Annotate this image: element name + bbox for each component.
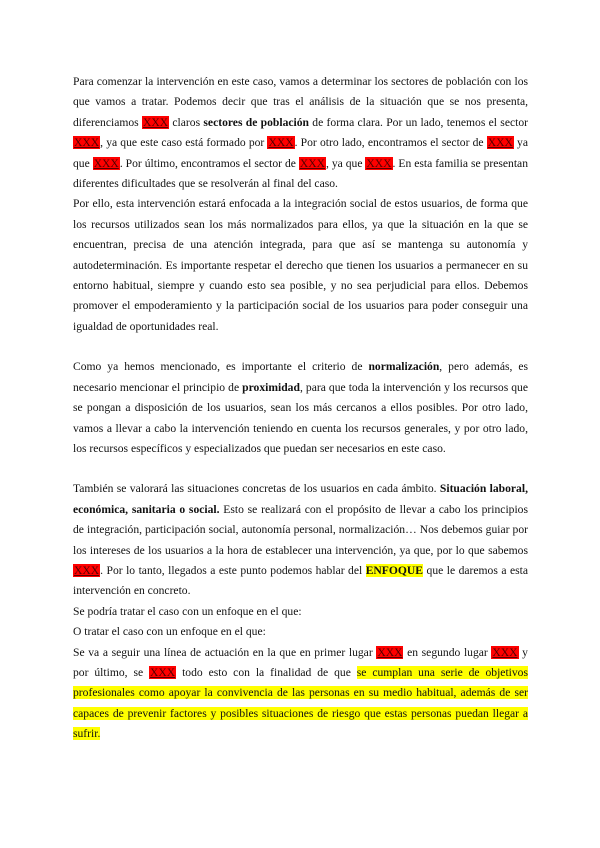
text: , ya que — [325, 156, 366, 170]
text: , ya que este caso está formado por — [100, 136, 268, 150]
paragraph-situations — [73, 479, 528, 601]
redacted-placeholder: XXX — [268, 136, 294, 150]
bold-text: sectores de población — [203, 115, 309, 129]
bold-text: normalización — [368, 360, 440, 374]
redacted-placeholder: XXX — [366, 156, 392, 170]
paragraph-spacer — [73, 459, 528, 479]
highlighted-text: se cumplan una serie de objetivos profesionales como apoyar la convivencia de las personas en su medio habitual, además de ser capaces de prevenir factores y posibles situaciones de riesgo que estas personas puedan llegar a sufrir. — [73, 665, 528, 741]
text: ya que — [73, 136, 528, 170]
redacted-placeholder: XXX — [487, 136, 513, 150]
text: que le daremos a esta intervención en concreto. — [73, 563, 528, 598]
text: Para comenzar la intervención en este caso, vamos a determinar los sectores de población con los que vamos a tratar. Podemos decir que tras el análisis de la situación que se nos presenta, diferenciamos — [73, 75, 528, 129]
paragraph-integration: Por ello, esta intervención estará enfocada a la integración social de estos usuarios, de forma que los recursos utilizados sean los más normalizados para ellos, ya que la situación en la que se encuentran, precisa de una atención integrada, para que así se mantenga su autonomía y autodeterminación. Es importante respetar el derecho que tienen los usuarios a permanecer en su entorno habitual, siempre y cuando esto sea posible, y no sea perjudicial para ellos. Debemos promover el empoderamiento y la participación social de los usuarios para poder conseguir una igualdad de oportunidades real. — [73, 197, 528, 333]
line-approach-1: Se podría tratar el caso con un enfoque en el que: — [73, 604, 302, 618]
highlighted-bold-text: ENFOQUE — [365, 563, 424, 577]
text: , pero además, es necesario mencionar el principio de — [73, 360, 529, 394]
redacted-placeholder: XXX — [142, 115, 169, 129]
paragraph-spacer — [73, 337, 528, 357]
text: . Por último, encontramos el sector de — [119, 156, 299, 170]
redacted-placeholder: XXX — [299, 156, 325, 170]
text: . Por lo tanto, llegados a este punto podemos hablar del — [100, 563, 366, 577]
paragraph-normalization — [73, 357, 528, 459]
redacted-placeholder: XXX — [150, 665, 176, 679]
text: . Por otro lado, encontramos el sector de — [294, 136, 487, 150]
redacted-placeholder: XXX — [492, 645, 518, 659]
text: Se va a seguir una línea de actuación en la que en primer lugar — [73, 645, 377, 659]
text: Esto se realizará con el propósito de llevar a cabo los principios de integración, participación social, autonomía personal, normalización… Nos debemos guiar por los intereses de los usuarios a la hora de establecer una intervención, ya que, por lo que sabemos — [73, 502, 528, 557]
bold-text: Situación laboral, económica, sanitaria o social. — [73, 482, 528, 516]
paragraph-populations — [73, 72, 528, 194]
redacted-placeholder: XXX — [74, 136, 100, 150]
redacted-placeholder: XXX — [93, 156, 119, 170]
text: todo esto con la finalidad de que — [176, 665, 357, 679]
text: También se valorará las situaciones concretas de los usuarios en cada ámbito. — [73, 482, 440, 496]
text: Como ya hemos mencionado, es importante el criterio de — [73, 360, 369, 374]
text: de forma clara. Por un lado, tenemos el sector — [308, 115, 528, 129]
text: . En esta familia se presentan diferentes dificultades que se resolverán al final del caso. — [73, 156, 528, 191]
text: , para que toda la intervención y los recursos que se pongan a disposición de los usuarios, sean los más cercanos a ellos posibles. Por otro lado, vamos a llevar a cabo la intervención teniendo en cuenta los recursos generales, y por otro lado, los recursos específicos y especializados que puedan ser necesarios en este caso. — [73, 380, 528, 455]
bold-text: proximidad — [242, 380, 300, 394]
text: en segundo lugar — [403, 645, 492, 659]
line-approach-2: O tratar el caso con un enfoque en el que: — [73, 625, 266, 639]
text: claros — [169, 115, 204, 129]
text: y por último, se — [73, 645, 528, 679]
redacted-placeholder: XXX — [74, 563, 100, 577]
redacted-placeholder: XXX — [377, 645, 403, 659]
paragraph-action-line — [73, 643, 528, 745]
